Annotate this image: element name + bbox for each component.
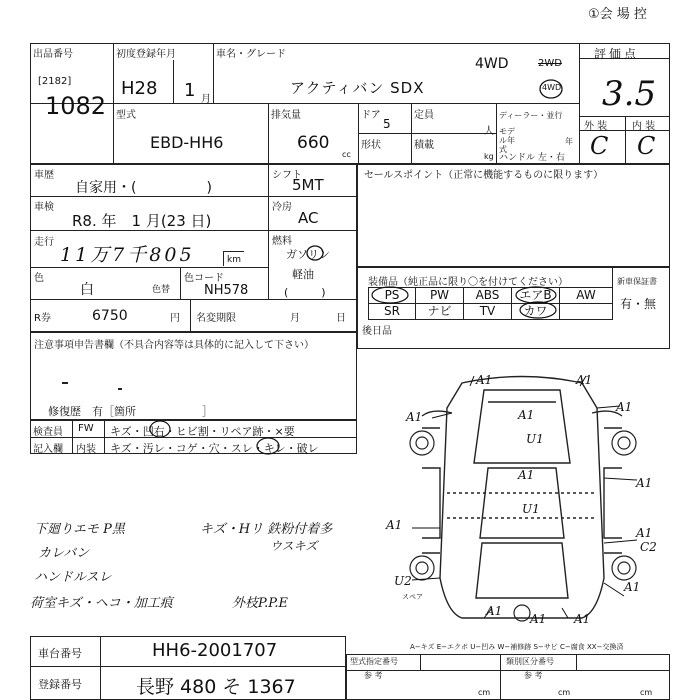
dealer-model-year: モデル年式 (499, 127, 515, 154)
fuel-diesel: 軽油 (292, 268, 314, 281)
score-ext: C (590, 132, 609, 160)
equip-ps: PS (369, 288, 416, 304)
score-int-label: 内 装 (632, 121, 656, 132)
disp-label: 排気量 (271, 110, 301, 121)
inspect-label: 車検 (34, 202, 54, 213)
color-code: NH578 (204, 283, 249, 298)
reg-label: 初度登録年月 (116, 49, 176, 60)
equip-circles (362, 283, 612, 323)
dmg-mark-8: A1 (518, 468, 535, 482)
tax-day: 日 (336, 313, 346, 324)
dmg-mark-3: A1 (616, 400, 633, 414)
dmg-mark-14: A1 (624, 580, 641, 594)
chassis-label: 車台番号 (38, 647, 82, 660)
plate-value: 長野 480 そ 1367 (136, 676, 296, 698)
equip-pw: PW (416, 288, 464, 304)
diagram-spare: スペア (402, 593, 423, 601)
rec-items: キズ・汚レ・コゲ・穴・スレ・キレ・破レ (110, 442, 319, 455)
note-line-5: キズ・Hリ 鉄粉付着多 (200, 522, 333, 537)
dmg-mark-1: A1 (476, 373, 493, 387)
aircon-value: AC (298, 209, 319, 227)
tax-month: 月 (290, 313, 300, 324)
note-line-1: 下廻りエモ P黒 (34, 522, 125, 537)
note-line-2: カレバン (38, 546, 90, 561)
rec-sub: 内装 (76, 444, 96, 455)
car-opt2: 4WD (542, 83, 562, 92)
notes-repair: 修復歴 有［箇所 ］ (48, 405, 213, 418)
dmg-mark-10: A1 (386, 518, 403, 532)
tax-label: 名変期限 (196, 313, 236, 324)
lot-label: 出品番号 (33, 49, 73, 60)
equip-abs: ABS (464, 288, 512, 304)
dmg-mark-13: U2 (394, 574, 412, 588)
car-name: アクティバン SDX (290, 79, 425, 97)
dmg-mark-5: A1 (518, 408, 535, 422)
dims-cm-2: cm (558, 688, 571, 697)
disp-unit: cc (342, 150, 351, 159)
door-value: 5 (383, 117, 391, 131)
note-line-6: ウスキズ (270, 539, 318, 553)
dmg-mark-12: C2 (640, 540, 657, 554)
shape-label: 形状 (361, 140, 381, 151)
rec-label: 記入欄 (33, 444, 63, 455)
check-fw: FW (78, 423, 94, 434)
disp-value: 660 (297, 133, 330, 153)
lot-number: 1082 (45, 92, 107, 120)
dmg-mark-9: U1 (522, 502, 540, 516)
door-label: ドア (361, 110, 381, 121)
guarantee-label: 新車保証書 (617, 277, 657, 286)
score-value: 3.5 (602, 74, 657, 114)
recycle-label: R券 (34, 313, 51, 324)
venue-label: ①会 場 控 (588, 7, 647, 22)
color-code-label: 色コード (184, 273, 224, 284)
fuel-gas: ガソリン (286, 248, 330, 261)
inspect-value: R8. 年 1 月(23 日) (72, 212, 212, 230)
mileage-unit: km (227, 255, 241, 265)
dims-class-label: 類別区分番号 (506, 657, 554, 666)
model-label: 型式 (116, 110, 136, 121)
check-label: 検査員 (33, 427, 63, 438)
equip-navi: ナビ (416, 304, 464, 320)
fuel-circle-mark (304, 243, 326, 263)
model-value: EBD-HH6 (150, 133, 224, 152)
equip-airbag: エアB (512, 288, 560, 304)
score-ext-label: 外 装 (584, 121, 608, 132)
car-opt1: 2WD (538, 58, 562, 69)
sales-label: セールスポイント（正常に機能するものに限ります） (364, 170, 604, 181)
note-line-7: 外枝P.P.E (232, 596, 288, 611)
load-unit: kg (484, 152, 494, 161)
dmg-mark-15: A1 (486, 604, 503, 618)
dealer-handle: ハンドル 左・右 (499, 153, 565, 163)
color-change-label: 色替 (152, 285, 171, 295)
aircon-label: 冷房 (272, 202, 292, 213)
shift-label: シフト (272, 170, 302, 181)
recycle-unit: 円 (170, 313, 180, 324)
score-label: 評価点 (594, 47, 640, 61)
chassis-value: HH6-2001707 (152, 640, 278, 661)
dmg-mark-17: A1 (574, 612, 591, 626)
fuel-other: ( ) (284, 286, 326, 299)
guarantee-value: 有・無 (620, 297, 657, 311)
dealer-year-unit: 年 (565, 137, 573, 146)
equip-label: 装備品（純正品に限り〇を付けてください） (368, 277, 568, 288)
cap-label: 定員 (414, 110, 434, 121)
history-value: 自家用・( ) (75, 180, 212, 196)
dmg-mark-7: A1 (636, 476, 653, 490)
damage-legend: A−キズ E−エクボ U−凹み W−補修跡 S−サビ C−腐食 XX−交換済 (410, 643, 624, 651)
dealer-label: ディーラー・並行 (499, 111, 563, 120)
dims-ref-2: 参 考 (524, 671, 543, 680)
cap-unit: 人 (484, 126, 494, 137)
dims-ref-1: 参 考 (364, 671, 383, 680)
fuel-label: 燃料 (272, 236, 292, 247)
load-label: 積載 (414, 140, 434, 151)
color-label: 色 (34, 273, 44, 284)
recycle-value: 6750 (92, 308, 128, 324)
lot-sub: [2182] (38, 76, 72, 87)
dmg-mark-6: U1 (526, 432, 544, 446)
retrofit-label: 後日品 (362, 326, 392, 337)
equip-tv: TV (464, 304, 512, 320)
dims-cm-3: cm (640, 688, 653, 697)
shift-value: 5MT (292, 176, 324, 194)
drive-circle-mark (538, 78, 564, 100)
equip-leather: カワ (512, 304, 560, 320)
dims-type-label: 型式指定番号 (350, 657, 398, 666)
note-line-3: ハンドルスレ (34, 570, 112, 585)
mileage-value: 11万7千805 (60, 244, 195, 266)
dmg-mark-2: A1 (576, 373, 593, 387)
notes-label: 注意事項申告書欄（不具合内容等は具体的に記入して下さい） (34, 340, 314, 351)
dmg-mark-11: A1 (636, 526, 653, 540)
dmg-mark-16: A1 (530, 612, 547, 626)
plate-label: 登録番号 (38, 678, 82, 691)
dims-cm-1: cm (478, 688, 491, 697)
reg-month: 1 (184, 80, 196, 101)
reg-month-unit: 月 (201, 94, 211, 105)
car-label: 車名・グレード (216, 49, 286, 60)
car-drive: 4WD (475, 56, 509, 72)
equip-aw: AW (560, 288, 613, 304)
mileage-label: 走行 (34, 237, 54, 248)
check-items: キズ・凹右・ヒビ割・リペア跡・×要 (110, 425, 295, 438)
check-circles (104, 419, 354, 455)
reg-year: H28 (121, 78, 158, 99)
note-line-4: 荷室キズ・ヘコ・加工痕 (30, 596, 173, 611)
equip-sr: SR (369, 304, 416, 320)
score-int: C (637, 132, 656, 160)
dmg-mark-4: A1 (406, 410, 423, 424)
history-label: 車歴 (34, 170, 54, 181)
color-value: 白 (80, 282, 94, 298)
